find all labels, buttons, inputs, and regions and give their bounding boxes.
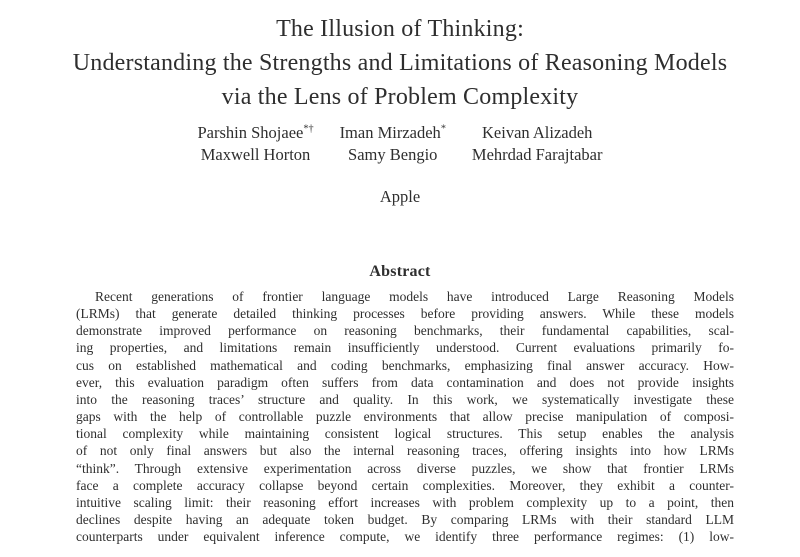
abstract-line: of not only final answers but also the internal reasoning traces, offering insights into how LRMs bbox=[76, 443, 734, 459]
author-footnote-marker: * bbox=[440, 123, 446, 135]
affiliation: Apple bbox=[379, 187, 421, 206]
abstract-heading: Abstract bbox=[369, 263, 431, 280]
author-maxwell-horton bbox=[197, 144, 313, 166]
paper-page bbox=[0, 12, 800, 557]
author-name: Samy Bengio bbox=[348, 145, 438, 164]
author-name: Maxwell Horton bbox=[200, 145, 311, 164]
abstract-line: tional complexity while maintaining consistent logical structures. This setup enables the analysis bbox=[76, 426, 734, 442]
author-footnote-marker: *† bbox=[303, 123, 314, 135]
abstract-line: intuitive scaling limit: their reasoning effort increases with problem complexity up to a point, then bbox=[76, 494, 734, 510]
author-name: Iman Mirzadeh bbox=[339, 123, 441, 142]
title-line-1: The Illusion of Thinking: bbox=[276, 16, 524, 42]
abstract-line: demonstrate improved performance on reasoning benchmarks, their fundamental capabilities, scal- bbox=[76, 323, 734, 339]
author-name: Keivan Alizadeh bbox=[482, 123, 593, 142]
abstract-line: into the reasoning traces’ structure and quality. In this work, we systematically investigate these bbox=[76, 391, 734, 407]
title-line-3: via the Lens of Problem Complexity bbox=[221, 84, 579, 110]
abstract-line: ever, this evaluation paradigm often suffers from data contamination and does not provide insights bbox=[76, 374, 734, 390]
author-name: Mehrdad Farajtabar bbox=[471, 145, 603, 164]
author-parshin-shojaee bbox=[197, 122, 313, 144]
abstract-line: counterparts under equivalent inference compute, we identify three performance regimes: (1) low- bbox=[76, 529, 734, 545]
author-iman-mirzadeh bbox=[340, 122, 446, 144]
abstract-line: face a complete accuracy collapse beyond certain complexities. Moreover, they exhibit a counter- bbox=[76, 477, 734, 493]
author-samy-bengio bbox=[340, 144, 446, 166]
title-line-2: Understanding the Strengths and Limitations of Reasoning Models bbox=[72, 50, 728, 76]
author-keivan-alizadeh bbox=[472, 122, 603, 144]
abstract-body bbox=[76, 288, 734, 545]
abstract-line: declines despite having an adequate token budget. By comparing LRMs with their standard LLM bbox=[76, 512, 734, 528]
author-mehrdad-farajtabar bbox=[472, 144, 603, 166]
author-block bbox=[0, 122, 800, 166]
abstract-line: cus on established mathematical and coding benchmarks, emphasizing final answer accuracy. How- bbox=[76, 357, 734, 373]
abstract-line: ing properties, and limitations remain insufficiently understood. Current evaluations primarily fo- bbox=[76, 340, 734, 356]
paper-title bbox=[0, 12, 800, 114]
abstract-line: (LRMs) that generate detailed thinking processes before providing answers. While these models bbox=[76, 306, 734, 322]
abstract-line: “think”. Through extensive experimentation across diverse puzzles, we show that frontier LRMs bbox=[76, 460, 734, 476]
author-name: Parshin Shojaee bbox=[197, 123, 304, 142]
abstract-line: gaps with the help of controllable puzzle environments that allow precise manipulation of composi- bbox=[76, 409, 734, 425]
abstract-line: Recent generations of frontier language models have introduced Large Reasoning Models bbox=[95, 289, 734, 304]
